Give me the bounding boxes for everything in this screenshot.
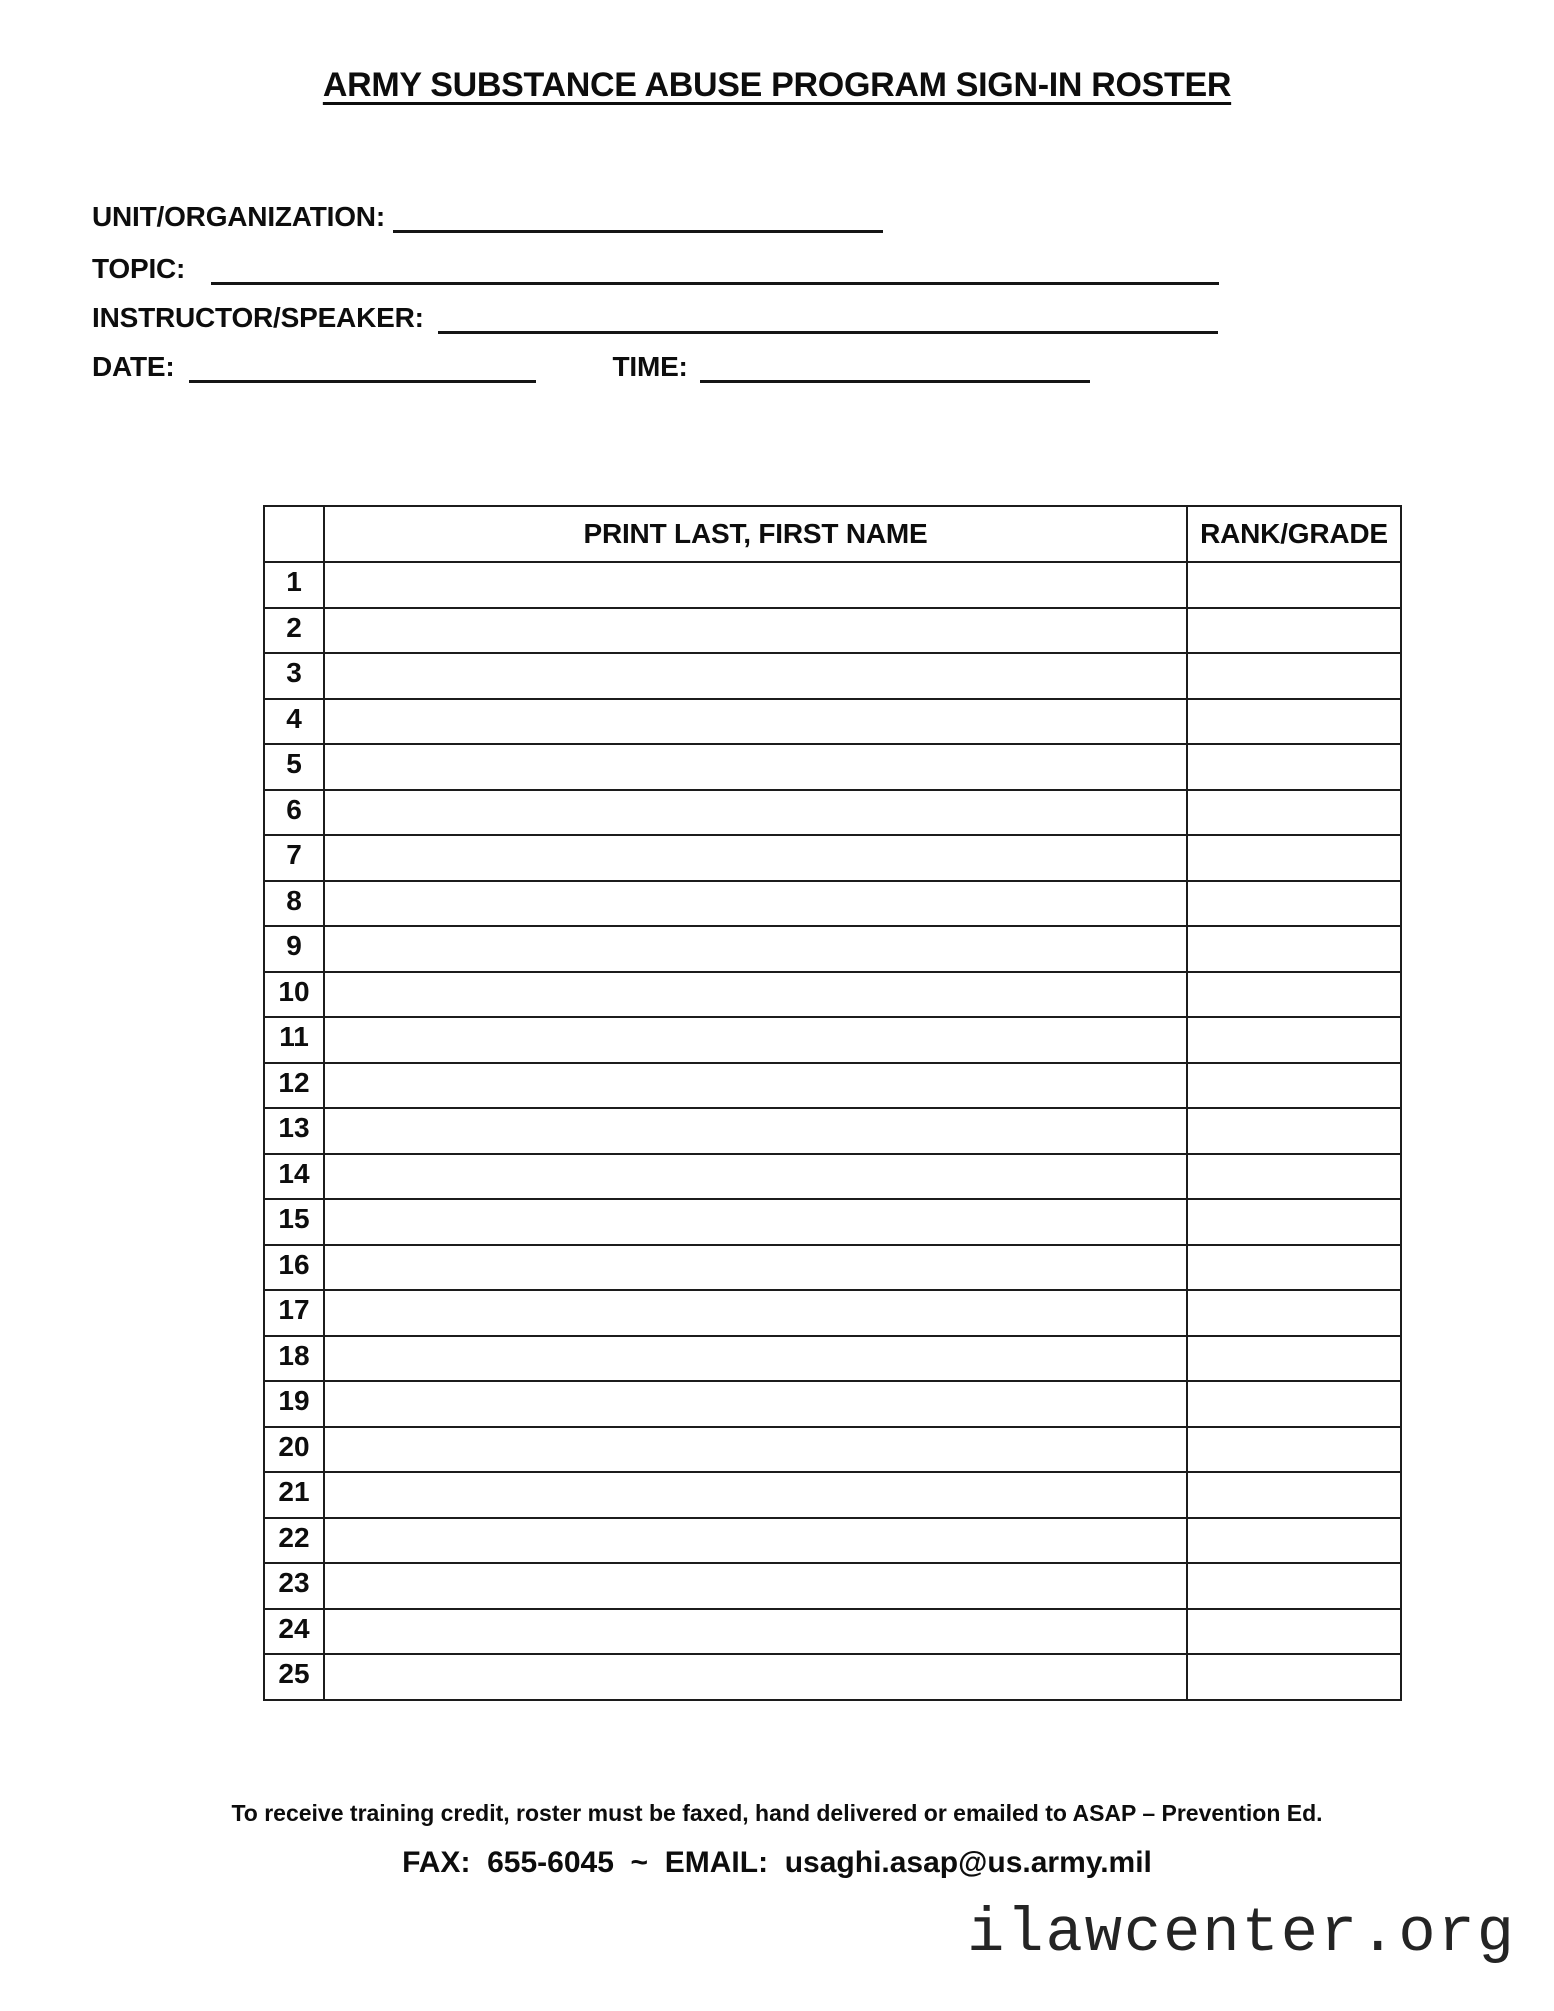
roster-row xyxy=(264,1108,1401,1154)
rank-entry-cell[interactable] xyxy=(1187,1245,1401,1291)
name-entry-cell[interactable] xyxy=(324,881,1187,927)
roster-row xyxy=(264,1472,1401,1518)
row-number: 17 xyxy=(264,1290,324,1336)
roster-row xyxy=(264,1063,1401,1109)
name-entry-cell[interactable] xyxy=(324,1427,1187,1473)
rank-entry-cell[interactable] xyxy=(1187,744,1401,790)
name-entry-cell[interactable] xyxy=(324,1609,1187,1655)
row-number: 4 xyxy=(264,699,324,745)
instructor-speaker-label: INSTRUCTOR/SPEAKER: xyxy=(92,302,424,333)
roster-row xyxy=(264,881,1401,927)
rank-entry-cell[interactable] xyxy=(1187,1154,1401,1200)
name-entry-cell[interactable] xyxy=(324,744,1187,790)
rank-entry-cell[interactable] xyxy=(1187,1108,1401,1154)
row-number: 14 xyxy=(264,1154,324,1200)
name-entry-cell[interactable] xyxy=(324,1017,1187,1063)
name-entry-cell[interactable] xyxy=(324,1154,1187,1200)
sign-in-roster-table xyxy=(263,505,1402,1701)
row-number: 19 xyxy=(264,1381,324,1427)
ilawcenter-watermark: ilawcenter.org xyxy=(967,1898,1516,1969)
fax-email-line: FAX: 655-6045 ~ EMAIL: usaghi.asap@us.army.mil xyxy=(402,1846,1152,1879)
unit-organization-label: UNIT/ORGANIZATION: xyxy=(92,201,385,232)
name-entry-cell[interactable] xyxy=(324,1063,1187,1109)
row-number: 15 xyxy=(264,1199,324,1245)
row-number: 21 xyxy=(264,1472,324,1518)
name-entry-cell[interactable] xyxy=(324,972,1187,1018)
topic-label: TOPIC: xyxy=(92,253,186,284)
roster-row xyxy=(264,653,1401,699)
rank-entry-cell[interactable] xyxy=(1187,972,1401,1018)
rank-entry-cell[interactable] xyxy=(1187,881,1401,927)
roster-row xyxy=(264,790,1401,836)
rank-entry-cell[interactable] xyxy=(1187,1609,1401,1655)
row-number: 11 xyxy=(264,1017,324,1063)
name-entry-cell[interactable] xyxy=(324,1245,1187,1291)
rank-entry-cell[interactable] xyxy=(1187,1427,1401,1473)
roster-row xyxy=(264,1563,1401,1609)
row-number: 5 xyxy=(264,744,324,790)
roster-row xyxy=(264,562,1401,608)
row-number: 24 xyxy=(264,1609,324,1655)
row-number: 18 xyxy=(264,1336,324,1382)
row-number-header-cell xyxy=(264,506,324,562)
roster-row xyxy=(264,744,1401,790)
name-entry-cell[interactable] xyxy=(324,1199,1187,1245)
unit-organization-blank[interactable] xyxy=(393,210,883,233)
rank-entry-cell[interactable] xyxy=(1187,926,1401,972)
row-number: 3 xyxy=(264,653,324,699)
roster-row xyxy=(264,699,1401,745)
rank-entry-cell[interactable] xyxy=(1187,653,1401,699)
rank-entry-cell[interactable] xyxy=(1187,835,1401,881)
name-entry-cell[interactable] xyxy=(324,1654,1187,1700)
roster-row xyxy=(264,1199,1401,1245)
instructor-speaker-blank[interactable] xyxy=(438,311,1218,334)
topic-blank[interactable] xyxy=(211,262,1219,285)
date-label: DATE: xyxy=(92,351,175,382)
roster-row xyxy=(264,926,1401,972)
rank-entry-cell[interactable] xyxy=(1187,1336,1401,1382)
row-number: 6 xyxy=(264,790,324,836)
roster-row xyxy=(264,608,1401,654)
rank-entry-cell[interactable] xyxy=(1187,699,1401,745)
rank-entry-cell[interactable] xyxy=(1187,1063,1401,1109)
date-blank[interactable] xyxy=(189,360,536,383)
time-label: TIME: xyxy=(612,351,688,382)
name-entry-cell[interactable] xyxy=(324,1336,1187,1382)
unit-organization-row xyxy=(92,201,883,233)
name-entry-cell[interactable] xyxy=(324,1563,1187,1609)
rank-entry-cell[interactable] xyxy=(1187,1017,1401,1063)
instructor-speaker-row xyxy=(92,302,1218,334)
rank-entry-cell[interactable] xyxy=(1187,1381,1401,1427)
topic-row xyxy=(92,253,1219,285)
roster-row xyxy=(264,1245,1401,1291)
roster-row xyxy=(264,1290,1401,1336)
row-number: 10 xyxy=(264,972,324,1018)
rank-column-header: RANK/GRADE xyxy=(1187,506,1401,562)
rank-entry-cell[interactable] xyxy=(1187,1563,1401,1609)
rank-entry-cell[interactable] xyxy=(1187,1472,1401,1518)
row-number: 25 xyxy=(264,1654,324,1700)
name-entry-cell[interactable] xyxy=(324,653,1187,699)
time-blank[interactable] xyxy=(700,360,1090,383)
roster-body xyxy=(264,562,1401,1700)
roster-row xyxy=(264,1654,1401,1700)
roster-row xyxy=(264,1154,1401,1200)
row-number: 16 xyxy=(264,1245,324,1291)
roster-row xyxy=(264,1017,1401,1063)
rank-entry-cell[interactable] xyxy=(1187,1199,1401,1245)
name-entry-cell[interactable] xyxy=(324,1472,1187,1518)
name-column-header: PRINT LAST, FIRST NAME xyxy=(324,506,1187,562)
name-entry-cell[interactable] xyxy=(324,608,1187,654)
name-entry-cell[interactable] xyxy=(324,835,1187,881)
row-number: 8 xyxy=(264,881,324,927)
roster-header-row xyxy=(264,506,1401,562)
title-row xyxy=(0,66,1554,105)
row-number: 1 xyxy=(264,562,324,608)
name-entry-cell[interactable] xyxy=(324,1108,1187,1154)
roster-row xyxy=(264,1609,1401,1655)
row-number: 12 xyxy=(264,1063,324,1109)
roster-row xyxy=(264,1336,1401,1382)
roster-row xyxy=(264,1381,1401,1427)
name-entry-cell[interactable] xyxy=(324,699,1187,745)
name-entry-cell[interactable] xyxy=(324,1381,1187,1427)
row-number: 22 xyxy=(264,1518,324,1564)
rank-entry-cell[interactable] xyxy=(1187,790,1401,836)
row-number: 13 xyxy=(264,1108,324,1154)
name-entry-cell[interactable] xyxy=(324,562,1187,608)
training-credit-note: To receive training credit, roster must be faxed, hand delivered or emailed to ASAP – Prevention Ed. xyxy=(231,1800,1323,1826)
date-time-row xyxy=(92,351,1090,383)
rank-entry-cell[interactable] xyxy=(1187,1654,1401,1700)
row-number: 23 xyxy=(264,1563,324,1609)
roster-row xyxy=(264,1518,1401,1564)
rank-entry-cell[interactable] xyxy=(1187,608,1401,654)
name-entry-cell[interactable] xyxy=(324,1518,1187,1564)
rank-entry-cell[interactable] xyxy=(1187,1518,1401,1564)
name-entry-cell[interactable] xyxy=(324,1290,1187,1336)
roster-row xyxy=(264,1427,1401,1473)
rank-entry-cell[interactable] xyxy=(1187,562,1401,608)
roster-row xyxy=(264,835,1401,881)
row-number: 9 xyxy=(264,926,324,972)
form-title: ARMY SUBSTANCE ABUSE PROGRAM SIGN-IN ROSTER xyxy=(322,66,1232,104)
row-number: 7 xyxy=(264,835,324,881)
rank-entry-cell[interactable] xyxy=(1187,1290,1401,1336)
roster-row xyxy=(264,972,1401,1018)
name-entry-cell[interactable] xyxy=(324,790,1187,836)
name-entry-cell[interactable] xyxy=(324,926,1187,972)
row-number: 20 xyxy=(264,1427,324,1473)
row-number: 2 xyxy=(264,608,324,654)
